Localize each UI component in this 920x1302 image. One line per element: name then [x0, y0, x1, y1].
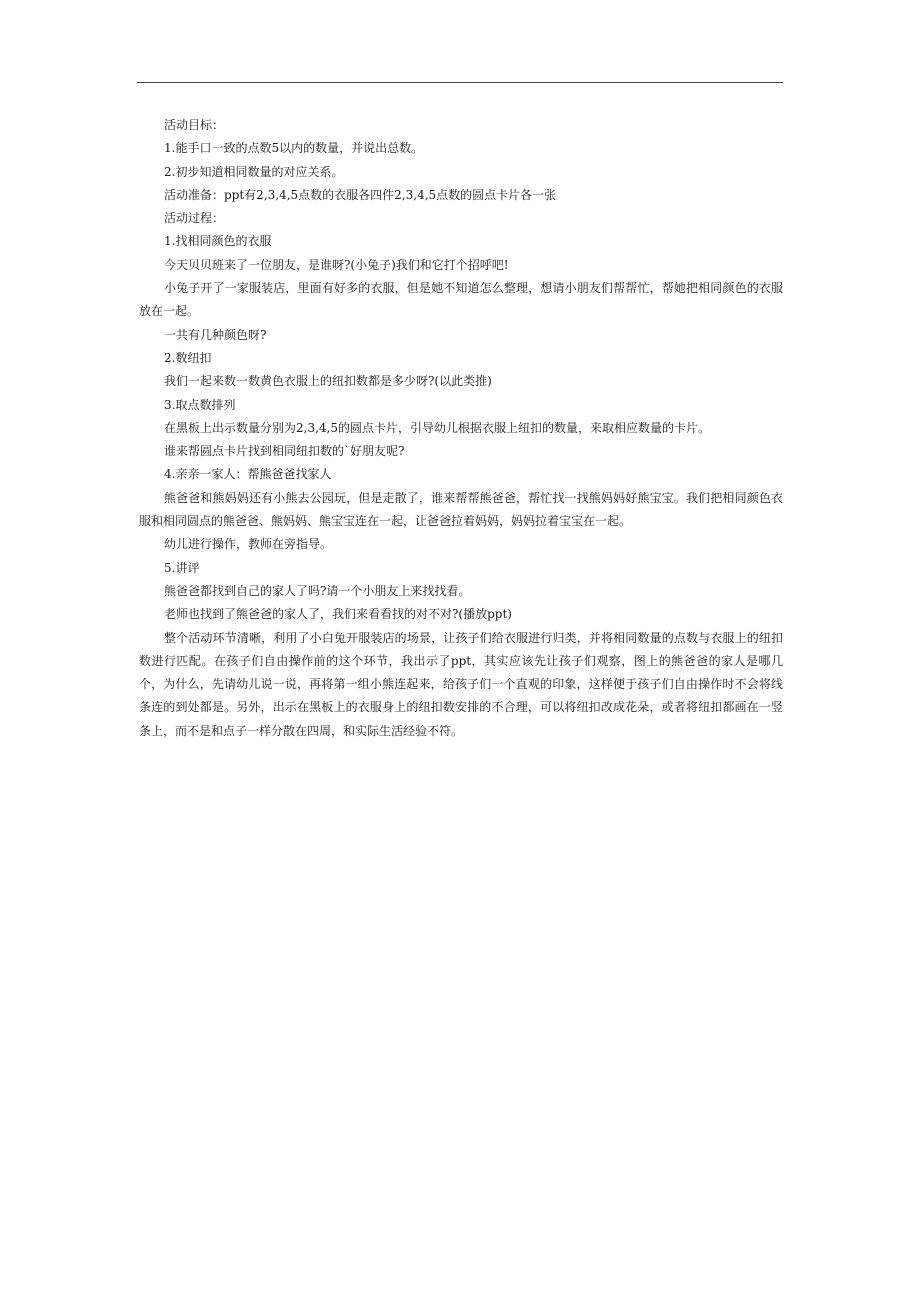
paragraph: 熊爸爸和熊妈妈还有小熊去公园玩，但是走散了，谁来帮帮熊爸爸，帮忙找一找熊妈妈好熊宝宝。我们把相同颜色衣服和相同圆点的熊爸爸、熊妈妈、熊宝宝连在一起，让爸爸拉着妈妈，妈妈拉着宝宝在一起。 [139, 490, 783, 529]
header-rule [137, 82, 783, 83]
paragraph: 熊爸爸都找到自己的家人了吗?请一个小朋友上来找找看。 [164, 583, 471, 598]
paragraph: 谁来帮圆点卡片找到相同纽扣数的`好朋友呢? [164, 444, 405, 459]
paragraph: 1.找相同颜色的衣服 [164, 234, 272, 249]
paragraph: 老师也找到了熊爸爸的家人了，我们来看看找的对不对?(播放ppt) [164, 607, 512, 622]
paragraph: 在黑板上出示数量分别为2,3,4,5的圆点卡片，引导幼儿根据衣服上纽扣的数量，来取相应数量的卡片。 [164, 420, 710, 435]
paragraph: 5.讲评 [164, 560, 200, 575]
paragraph: 我们一起来数一数黄色衣服上的纽扣数都是多少呀?(以此类推) [164, 374, 492, 389]
paragraph: 今天贝贝班来了一位朋友，是谁呀?(小兔子)我们和它打个招呼吧! [164, 257, 509, 272]
paragraph: 整个活动环节清晰，利用了小白兔开服装店的场景，让孩子们给衣服进行归类，并将相同数量的点数与衣服上的纽扣数进行匹配。在孩子们自由操作前的这个环节，我出示了ppt，其实应该先让孩子们观察，图上的熊爸爸的家人是哪几个，为什么，先请幼儿说一说，再将第一组小熊连起来，给孩子们一个直观的印象，这样便于孩子们自由操作时不会将线条连的到处都是。另外，出示在黑板上的衣服身上的纽扣数安排的不合理，可以将纽扣改成花朵，或者将纽扣都画在一竖条上，而不是和点子一样分散在四周，和实际生活经验不符。 [139, 630, 783, 738]
paragraph: 活动目标： [164, 118, 225, 132]
paragraph: 一共有几种颜色呀? [164, 327, 267, 342]
document-body [139, 114, 783, 743]
paragraph: 小兔子开了一家服装店，里面有好多的衣服，但是她不知道怎么整理，想请小朋友们帮帮忙，帮她把相同颜色的衣服放在一起。 [139, 281, 783, 319]
paragraph: 3.取点数排列 [164, 397, 236, 412]
paragraph: 活动准备：ppt有2,3,4,5点数的衣服各四件2,3,4,5点数的圆点卡片各一张 [164, 187, 557, 202]
paragraph: 活动过程： [164, 211, 225, 226]
paragraph: 2.初步知道相同数量的对应关系。 [164, 164, 344, 179]
paragraph: 2.数纽扣 [164, 350, 212, 365]
paragraph: 1.能手口一致的点数5以内的数量，并说出总数。 [164, 141, 424, 156]
paragraph: 4.亲亲一家人：帮熊爸爸找家人 [164, 467, 332, 482]
paragraph: 幼儿进行操作，教师在旁指导。 [164, 537, 333, 552]
